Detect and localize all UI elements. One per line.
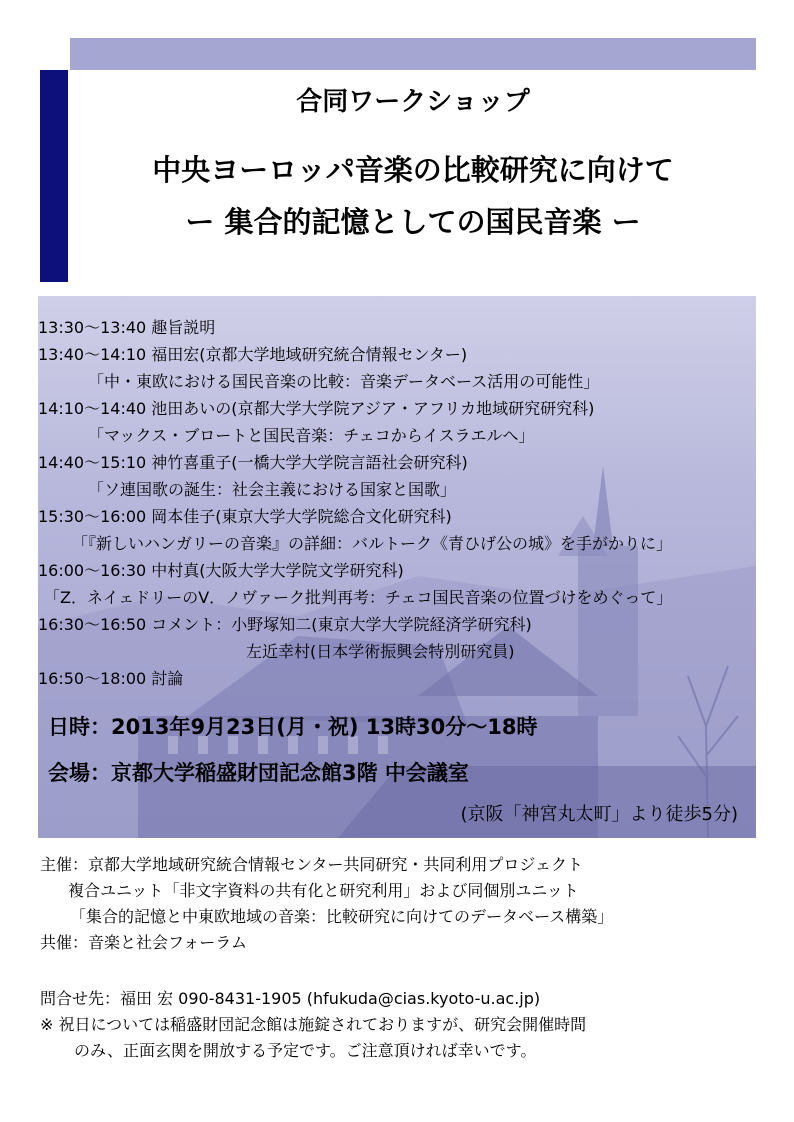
schedule-line: 「『新しいハンガリーの音楽』の詳細：バルトーク《青ひげ公の城》を手がかりに」	[72, 534, 673, 553]
main-title: 中央ヨーロッパ音楽の比較研究に向けて	[152, 153, 674, 187]
event-venue: 会場：京都大学稲盛財団記念館3階 中会議室	[48, 761, 469, 785]
schedule-line: 16:50～18:00 討論	[38, 669, 184, 688]
schedule-line: 13:40～14:10 福田宏(京都大学地域研究統合情報センター)	[38, 345, 468, 364]
organizer-line: 複合ユニット「非文字資料の共有化と研究利用」および同個別ユニット	[68, 881, 579, 900]
contact-line: 問合せ先：福田 宏 090-8431-1905 (hfukuda@cias.kyoto-u.ac.jp)	[40, 989, 541, 1008]
notice-line: のみ、正面玄関を開放する予定です。ご注意頂ければ幸いです。	[74, 1041, 537, 1060]
organizer-line: 「集合的記憶と中東欧地域の音楽：比較研究に向けてのデータベース構築」	[70, 907, 614, 926]
schedule-line: 16:30～16:50 コメント：小野塚知二(東京大学大学院経済学研究科)	[38, 615, 532, 634]
schedule-line: 15:30～16:00 岡本佳子(東京大学大学院総合文化研究科)	[38, 507, 452, 526]
schedule-line: 13:30～13:40 趣旨説明	[38, 318, 216, 337]
cosponsor-line: 共催：音楽と社会フォーラム	[40, 933, 248, 952]
program-panel	[38, 296, 756, 838]
event-datetime: 日時：2013年9月23日(月・祝) 13時30分～18時	[48, 715, 538, 739]
contact-block	[40, 986, 780, 1064]
organizers-block	[40, 852, 770, 956]
schedule-line: 「中・東欧における国民音楽の比較：音楽データベース活用の可能性」	[88, 372, 600, 391]
organizer-line: 主催：京都大学地域研究統合情報センター共同研究・共同利用プロジェクト	[40, 855, 584, 874]
title-block	[70, 82, 756, 244]
schedule-list	[38, 314, 756, 692]
venue-access: (京阪「神宮丸太町」より徒歩5分)	[460, 804, 738, 825]
header-top-bar	[70, 38, 756, 70]
schedule-line: 「ソ連国歌の誕生：社会主義における国家と国歌」	[88, 480, 457, 499]
sub-title: ー 集合的記憶としての国民音楽 ー	[185, 205, 641, 239]
header-left-bar	[40, 70, 68, 282]
notice-line: ※ 祝日については稲盛財団記念館は施錠されておりますが、研究会開催時間	[40, 1015, 587, 1034]
schedule-line: 「マックス・ブロートと国民音楽：チェコからイスラエルへ」	[88, 426, 535, 445]
schedule-line: 16:00～16:30 中村真(大阪大学大学院文学研究科)	[38, 561, 404, 580]
schedule-line: 14:10～14:40 池田あいの(京都大学大学院アジア・アフリカ地域研究研究科)	[38, 399, 595, 418]
schedule-line: 14:40～15:10 神竹喜重子(一橋大学大学院言語社会研究科)	[38, 453, 468, 472]
schedule-line: 「Z．ネイェドリーのV．ノヴァーク批判再考：チェコ国民音楽の位置づけをめぐって」	[44, 588, 673, 607]
schedule-line: 左近幸村(日本学術振興会特別研究員)	[246, 642, 515, 661]
workshop-label: 合同ワークショップ	[296, 87, 530, 117]
